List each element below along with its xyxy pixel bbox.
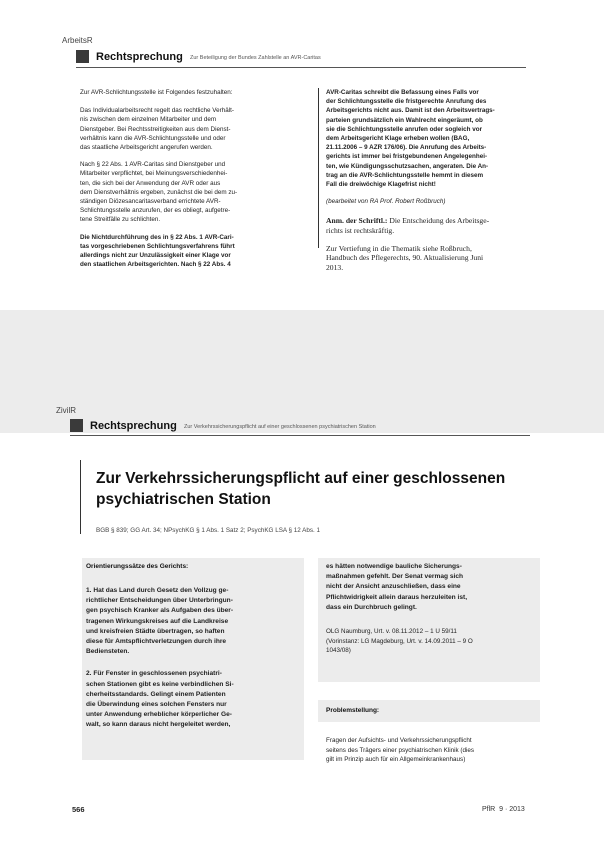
- orientation-heading: Orientierungssätze des Gerichts:: [86, 563, 189, 570]
- article-title: Zur Verkehrssicherungspflicht auf einer geschlossenen psychiatrischen Station: [96, 470, 506, 508]
- norm-references: BGB § 839; GG Art. 34; NPsychKG § 1 Abs. 1 Satz 2; PsychKG LSA § 12 Abs. 1: [96, 527, 321, 534]
- section-label: ArbeitsR: [62, 36, 93, 45]
- problem-text: Fragen der Aufsichts- und Verkehrssicherungspflicht seitens des Trägers einer psychiatrischen Klinik (dies gilt im Prinzip auch für ein Allgemeinkrankenhaus): [326, 737, 475, 764]
- band-rule: [70, 435, 530, 436]
- anm-note: Anm. der Schriftl.: Die Entscheidung des Arbeitsge- richts ist rechtskräftig.: [326, 216, 490, 236]
- journal-issue: PflR 9 · 2013: [482, 806, 525, 813]
- paragraph-2: Nach § 22 Abs. 1 AVR-Caritas sind Dienstgeber und Mitarbeiter verpflichtet, bei Meinungsverschiedenhei- ten, die sich bei der Anwendung der AVR oder aus dem Dienstverhältnis ergeben, zunächst die bei dem zu- ständigen Diözesancaritasverband errichtete AVR- Schlichtungsstelle anzurufen, der es obliegt, aufgetre- tene Streitfälle zu schlichten.: [80, 161, 238, 224]
- title-bar: [80, 460, 81, 534]
- vertiefung-note: Zur Vertiefung in die Thematik siehe Roßbruch, Handbuch des Pflegerechts, 90. Aktualisierung Juni 2013.: [326, 243, 484, 272]
- band-marker: [76, 50, 89, 63]
- section-label: ZivilR: [56, 406, 76, 415]
- band-marker: [70, 419, 83, 432]
- orientation-content: [86, 563, 300, 731]
- right-paragraph-1: AVR-Caritas schreibt die Befassung eines Falls vor der Schlichtungsstelle die fristgerechte Anrufung des Arbeitsgerichts nicht aus. Damit ist den Arbeitsvertrags- parteien grundsätzlich ein Wahlrecht eingeräumt, ob sie die Schlichtungsstelle anrufen oder sogleich vor dem Arbeitsgericht Klage erheben wollen (BAG, 21.11.2006 – 9 AZR 176/06). Die Anrufung des Arbeits- gerichts ist immer bei fristgebundenen Angelegenhei- ten, wie Kündigungsschutzsachen, angeraten. Die An- trag an die AVR-Schlichtungsstelle hemmt in diesem Fall die dreiwöchige Klagefrist nicht!: [326, 89, 495, 189]
- upper-left-column: [80, 88, 302, 269]
- band-subtitle: Zur Verkehrssicherungspflicht auf einer geschlossenen psychiatrischen Station: [184, 424, 376, 430]
- author-note: (bearbeitet von RA Prof. Robert Roßbruch): [326, 198, 446, 206]
- orientation-2-continued: es hätten notwendige bauliche Sicherungs- maßnahmen gefehlt. Der Senat vermag sich nicht der Ansicht anzuschließen, dass eine Pflichtwidrigkeit allein daraus herzuleiten ist, dass ein Durchbruch gelingt.: [326, 563, 468, 611]
- anm-label: Anm. der Schriftl.:: [326, 216, 388, 226]
- page-number: 566: [72, 805, 85, 814]
- band-rule: [76, 67, 526, 68]
- problem-heading: Problemstellung:: [326, 707, 380, 714]
- gray-band-background: [0, 310, 604, 433]
- intro-text: Zur AVR-Schlichtungsstelle ist Folgendes festzuhalten:: [80, 89, 233, 96]
- band-subtitle: Zur Beteiligung der Bundes Zahlstelle an AVR-Caritas: [190, 55, 321, 61]
- orientation-content-continued: [326, 562, 538, 656]
- column-bar: [318, 88, 319, 248]
- band-title: Rechtsprechung: [90, 420, 177, 432]
- upper-right-column: [326, 88, 548, 272]
- orientation-2: 2. Für Fenster in geschlossenen psychiatri- schen Stationen gibt es keine verbindlichen Si- cherheitsstandards. Gelingt einem Patienten die Überwindung eines solchen Fensters nur unter Anwendung erheblicher körperlicher Ge- walt, so kann daraus nicht hergeleitet werden,: [86, 670, 234, 729]
- band-title: Rechtsprechung: [96, 51, 183, 63]
- court-citation: OLG Naumburg, Urt. v. 08.11.2012 – 1 U 59/11 (Vorinstanz: LG Magdeburg, Urt. v. 14.09.2011 – 9 O 1043/08): [326, 628, 473, 655]
- paragraph-1: Das Individualarbeitsrecht regelt das rechtliche Verhält- nis zwischen dem einzelnen Mitarbeiter und dem Dienstgeber. Bei Rechtsstreitigkeiten aus dem Dienst- verhältnis kann die AVR-Schlichtungsstelle und oder das staatliche Arbeitsgericht angerufen werden.: [80, 107, 235, 152]
- paragraph-3: Die Nichtdurchführung des in § 22 Abs. 1 AVR-Cari- tas vorgeschriebenen Schlichtungsverfahrens führt allerdings nicht zur Unzulässigkeit einer Klage vor den staatlichen Arbeitsgerichten. Nach § 22 Abs. 4: [80, 233, 235, 269]
- orientation-1: 1. Hat das Land durch Gesetz den Vollzug ge- richtlicher Entscheidungen über Unterbringun- gen psychisch Kranker als Aufgaben des über- tragenen Wirkungskreises auf die Landkreise und kreisfreien Städte übertragen, so haften diese für Amtspflichtverletzungen durch ihre Bediensteten.: [86, 587, 234, 656]
